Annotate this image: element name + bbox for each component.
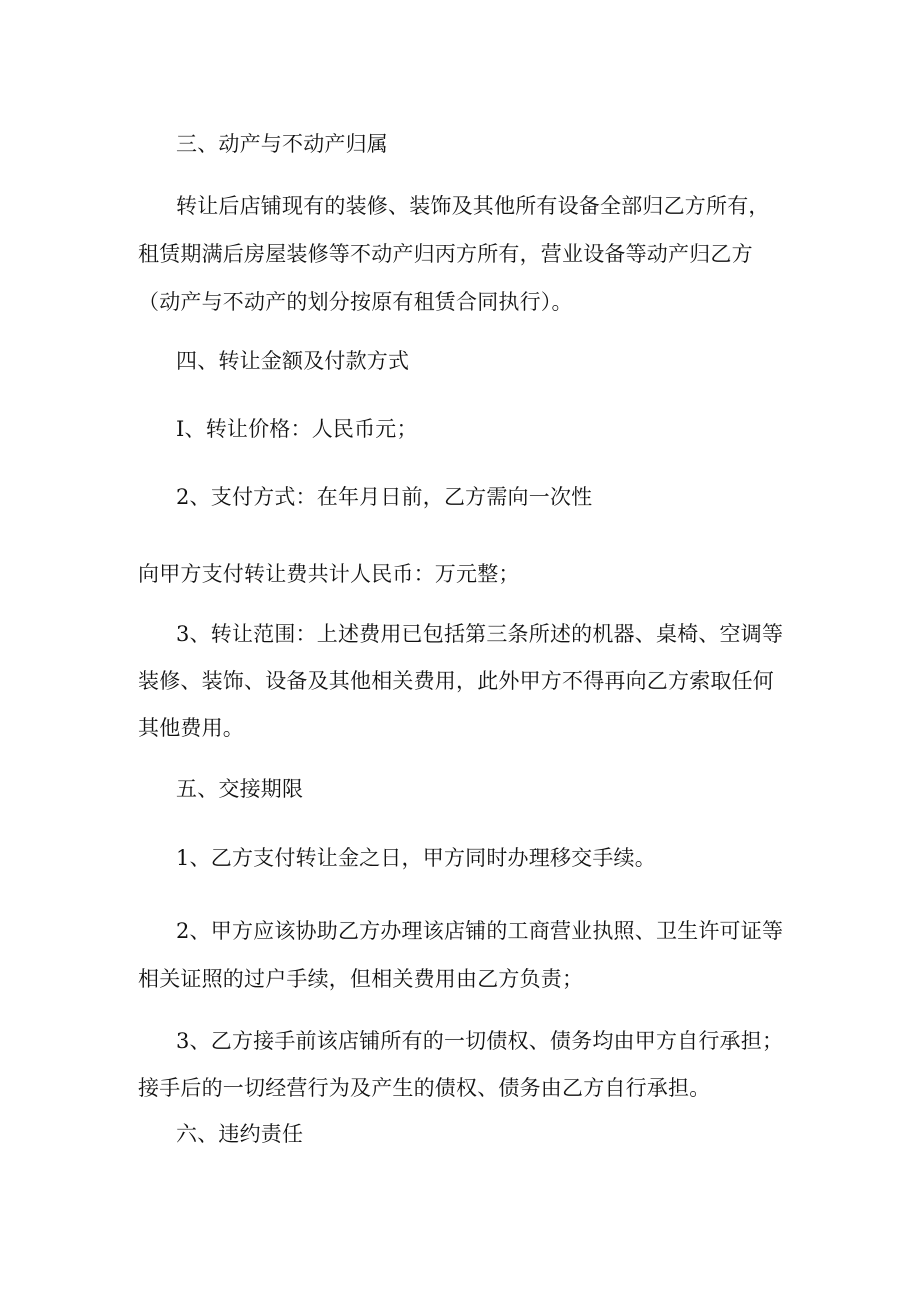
clause-line: 3、乙方接手前该店铺所有的一切债权、债务均由甲方自行承担；	[176, 1029, 784, 1053]
paragraph-line: 转让后店铺现有的装修、装饰及其他所有设备全部归乙方所有，	[176, 194, 770, 218]
clause-line: 2、甲方应该协助乙方办理该店铺的工商营业执照、卫生许可证等	[176, 919, 784, 943]
paragraph-line: 租赁期满后房屋装修等不动产归丙方所有，营业设备等动产归乙方	[138, 242, 753, 266]
paragraph-line: （动产与不动产的划分按原有租赁合同执行）。	[138, 290, 573, 314]
clause-line: 相关证照的过户手续，但相关费用由乙方负责；	[138, 967, 584, 991]
section-heading-4: 四、转让金额及付款方式	[176, 349, 410, 373]
clause-line: I、转让价格：人民币元；	[176, 417, 418, 441]
clause-line: 2、支付方式：在年月日前，乙方需向一次性	[176, 485, 593, 509]
clause-line: 其他费用。	[138, 716, 244, 740]
section-heading-5: 五、交接期限	[176, 777, 304, 801]
clause-line: 向甲方支付转让费共计人民币：万元整；	[138, 562, 520, 586]
section-heading-6: 六、违约责任	[176, 1122, 304, 1146]
clause-line: 接手后的一切经营行为及产生的债权、债务由乙方自行承担。	[138, 1076, 711, 1100]
clause-line: 装修、装饰、设备及其他相关费用，此外甲方不得再向乙方索取任何	[138, 669, 774, 693]
clause-line: 1、乙方支付转让金之日，甲方同时办理移交手续。	[176, 846, 656, 870]
clause-line: 3、转让范围：上述费用已包括第三条所述的机器、桌椅、空调等	[176, 622, 784, 646]
section-heading-3: 三、动产与不动产归属	[176, 132, 388, 156]
